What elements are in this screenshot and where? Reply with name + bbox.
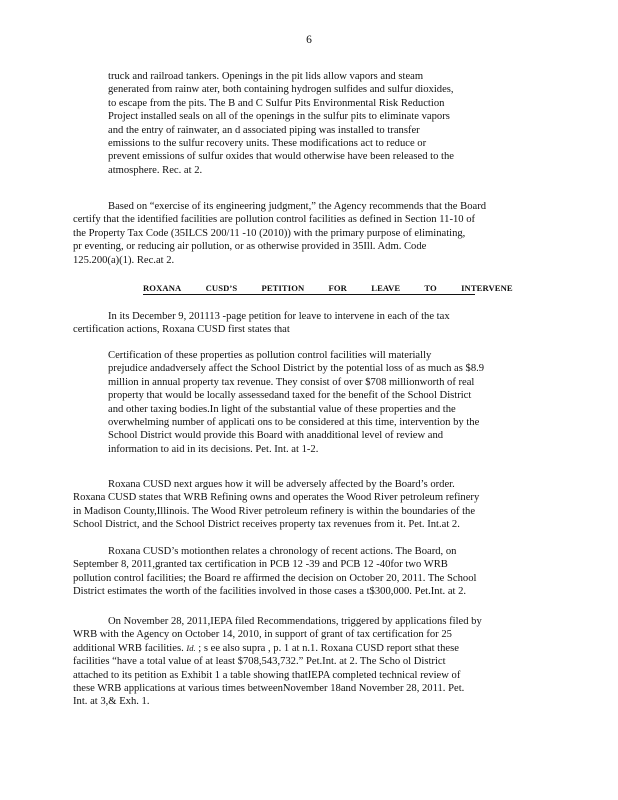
text-line: Certification of these properties as pollution control facilities will materially (108, 350, 432, 361)
text-line: School District would provide this Board with anadditional level of review and (108, 430, 444, 442)
text-line: District estimates the worth of the facilities involved in those cases a t$300,000. Pet.Int. at 2. (73, 586, 467, 598)
paragraph-agency-recommendation (73, 200, 541, 267)
text-line: School District, and the School District receives property tax revenues from it. Pet. Int.at 2. (73, 519, 460, 531)
text-line: facilities “have a total value of at least $708,543,732.” Pet.Int. at 2. The Scho ol District (73, 656, 446, 668)
text-line: generated from rainw ater, both containing hydrogen sulfides and sulfur dioxides, (108, 84, 454, 96)
heading-word: FOR (328, 283, 347, 293)
text-line: Based on “exercise of its engineering judgment,” the Agency recommends that the Board (108, 201, 487, 212)
text-run: additional WRB facilities. (73, 642, 184, 654)
text-line: overwhelming number of applicati ons to be considered at this time, intervention by the (108, 417, 480, 429)
text-line: Int. at 3,& Exh. 1. (73, 696, 150, 708)
section-heading (143, 283, 513, 295)
text-line: In its December 9, 201113 -page petition for leave to intervene in each of the tax (108, 311, 450, 322)
text-line: Roxana CUSD’s motionthen relates a chronology of recent actions. The Board, on (108, 546, 457, 557)
text-line: Project installed seals on all of the openings in the sulfur pits to eliminate vapors (108, 111, 450, 123)
text-line: pollution control facilities; the Board re affirmed the decision on October 20, 2011. The School (73, 572, 477, 584)
text-line: On November 28, 2011,IEPA filed Recommendations, triggered by applications filed by (108, 616, 482, 627)
text-line: emissions to the sulfur recovery units. These modifications act to reduce or (108, 138, 427, 150)
heading-word: PETITION (261, 283, 305, 293)
heading-word: CUSD’S (205, 283, 238, 293)
text-line: 125.200(a)(1). Rec.at 2. (73, 254, 175, 266)
paragraph-iepa-recommendations (73, 615, 541, 709)
text-line: attached to its petition as Exhibit 1 a table showing thatIEPA completed technical review of (73, 669, 461, 681)
text-line: Roxana CUSD next argues how it will be adversely affected by the Board’s order. (108, 479, 455, 490)
paragraph-petition-intro (73, 310, 541, 337)
text-line: Roxana CUSD states that WRB Refining owns and operates the Wood River petroleum refinery (73, 492, 480, 504)
text-line: the Property Tax Code (35ILCS 200/11 -10 (2010)) with the primary purpose of eliminating, (73, 227, 466, 239)
text-line: certification actions, Roxana CUSD first states that (73, 324, 290, 336)
paragraph-adversely-affected (73, 478, 541, 532)
text-line: certify that the identified facilities are pollution control facilities as defined in Section 11-10 of (73, 214, 476, 226)
text-line: to escape from the pits. The B and C Sulfur Pits Environmental Risk Reduction (108, 97, 445, 109)
text-line: and other taxing bodies.In light of the substantial value of these properties and the (108, 403, 456, 415)
text-line: September 8, 2011,granted tax certification in PCB 12 -39 and PCB 12 -40for two WRB (73, 559, 448, 571)
page-number: 6 (306, 34, 312, 46)
heading-word: LEAVE (371, 283, 401, 293)
heading-word: ROXANA (143, 283, 182, 293)
text-line: in Madison County,Illinois. The Wood River petroleum refinery is within the boundaries of the (73, 505, 476, 517)
heading-word: TO (424, 283, 437, 293)
citation-id: Id. (186, 642, 196, 653)
text-line: prejudice andadversely affect the School District by the potential loss of as much as $8.9 (108, 363, 485, 375)
text-line: prevent emissions of sulfur oxides that would otherwise have been released to the (108, 151, 454, 163)
block-quote-certification (108, 349, 508, 456)
text-line: truck and railroad tankers. Openings in the pit lids allow vapors and steam (108, 71, 424, 82)
text-line: million in annual property tax revenue. They consist of over $708 millionworth of real (108, 376, 475, 388)
text-line: property that would be locally assessedand taxed for the benefit of the School District (108, 390, 472, 402)
text-line: these WRB applications at various times betweenNovember 18and November 28, 2011. Pet. (73, 683, 465, 695)
block-quote-sulfur-pits (108, 70, 508, 177)
heading-word: INTERVENE (461, 283, 513, 293)
text-line: atmosphere. Rec. at 2. (108, 164, 203, 176)
text-line: information to aid in its decisions. Pet. Int. at 1-2. (108, 443, 319, 455)
text-run: ; s ee also supra , p. 1 at n.1. Roxana CUSD report sthat these (195, 642, 459, 654)
paragraph-chronology (73, 545, 541, 599)
text-line (73, 642, 541, 655)
text-line: WRB with the Agency on October 14, 2010, in support of grant of tax certification for 25 (73, 629, 452, 641)
text-line: pr eventing, or reducing air pollution, or as otherwise provided in 35Ill. Adm. Code (73, 241, 427, 253)
text-line: and the entry of rainwater, an d associated piping was installed to transfer (108, 124, 420, 136)
